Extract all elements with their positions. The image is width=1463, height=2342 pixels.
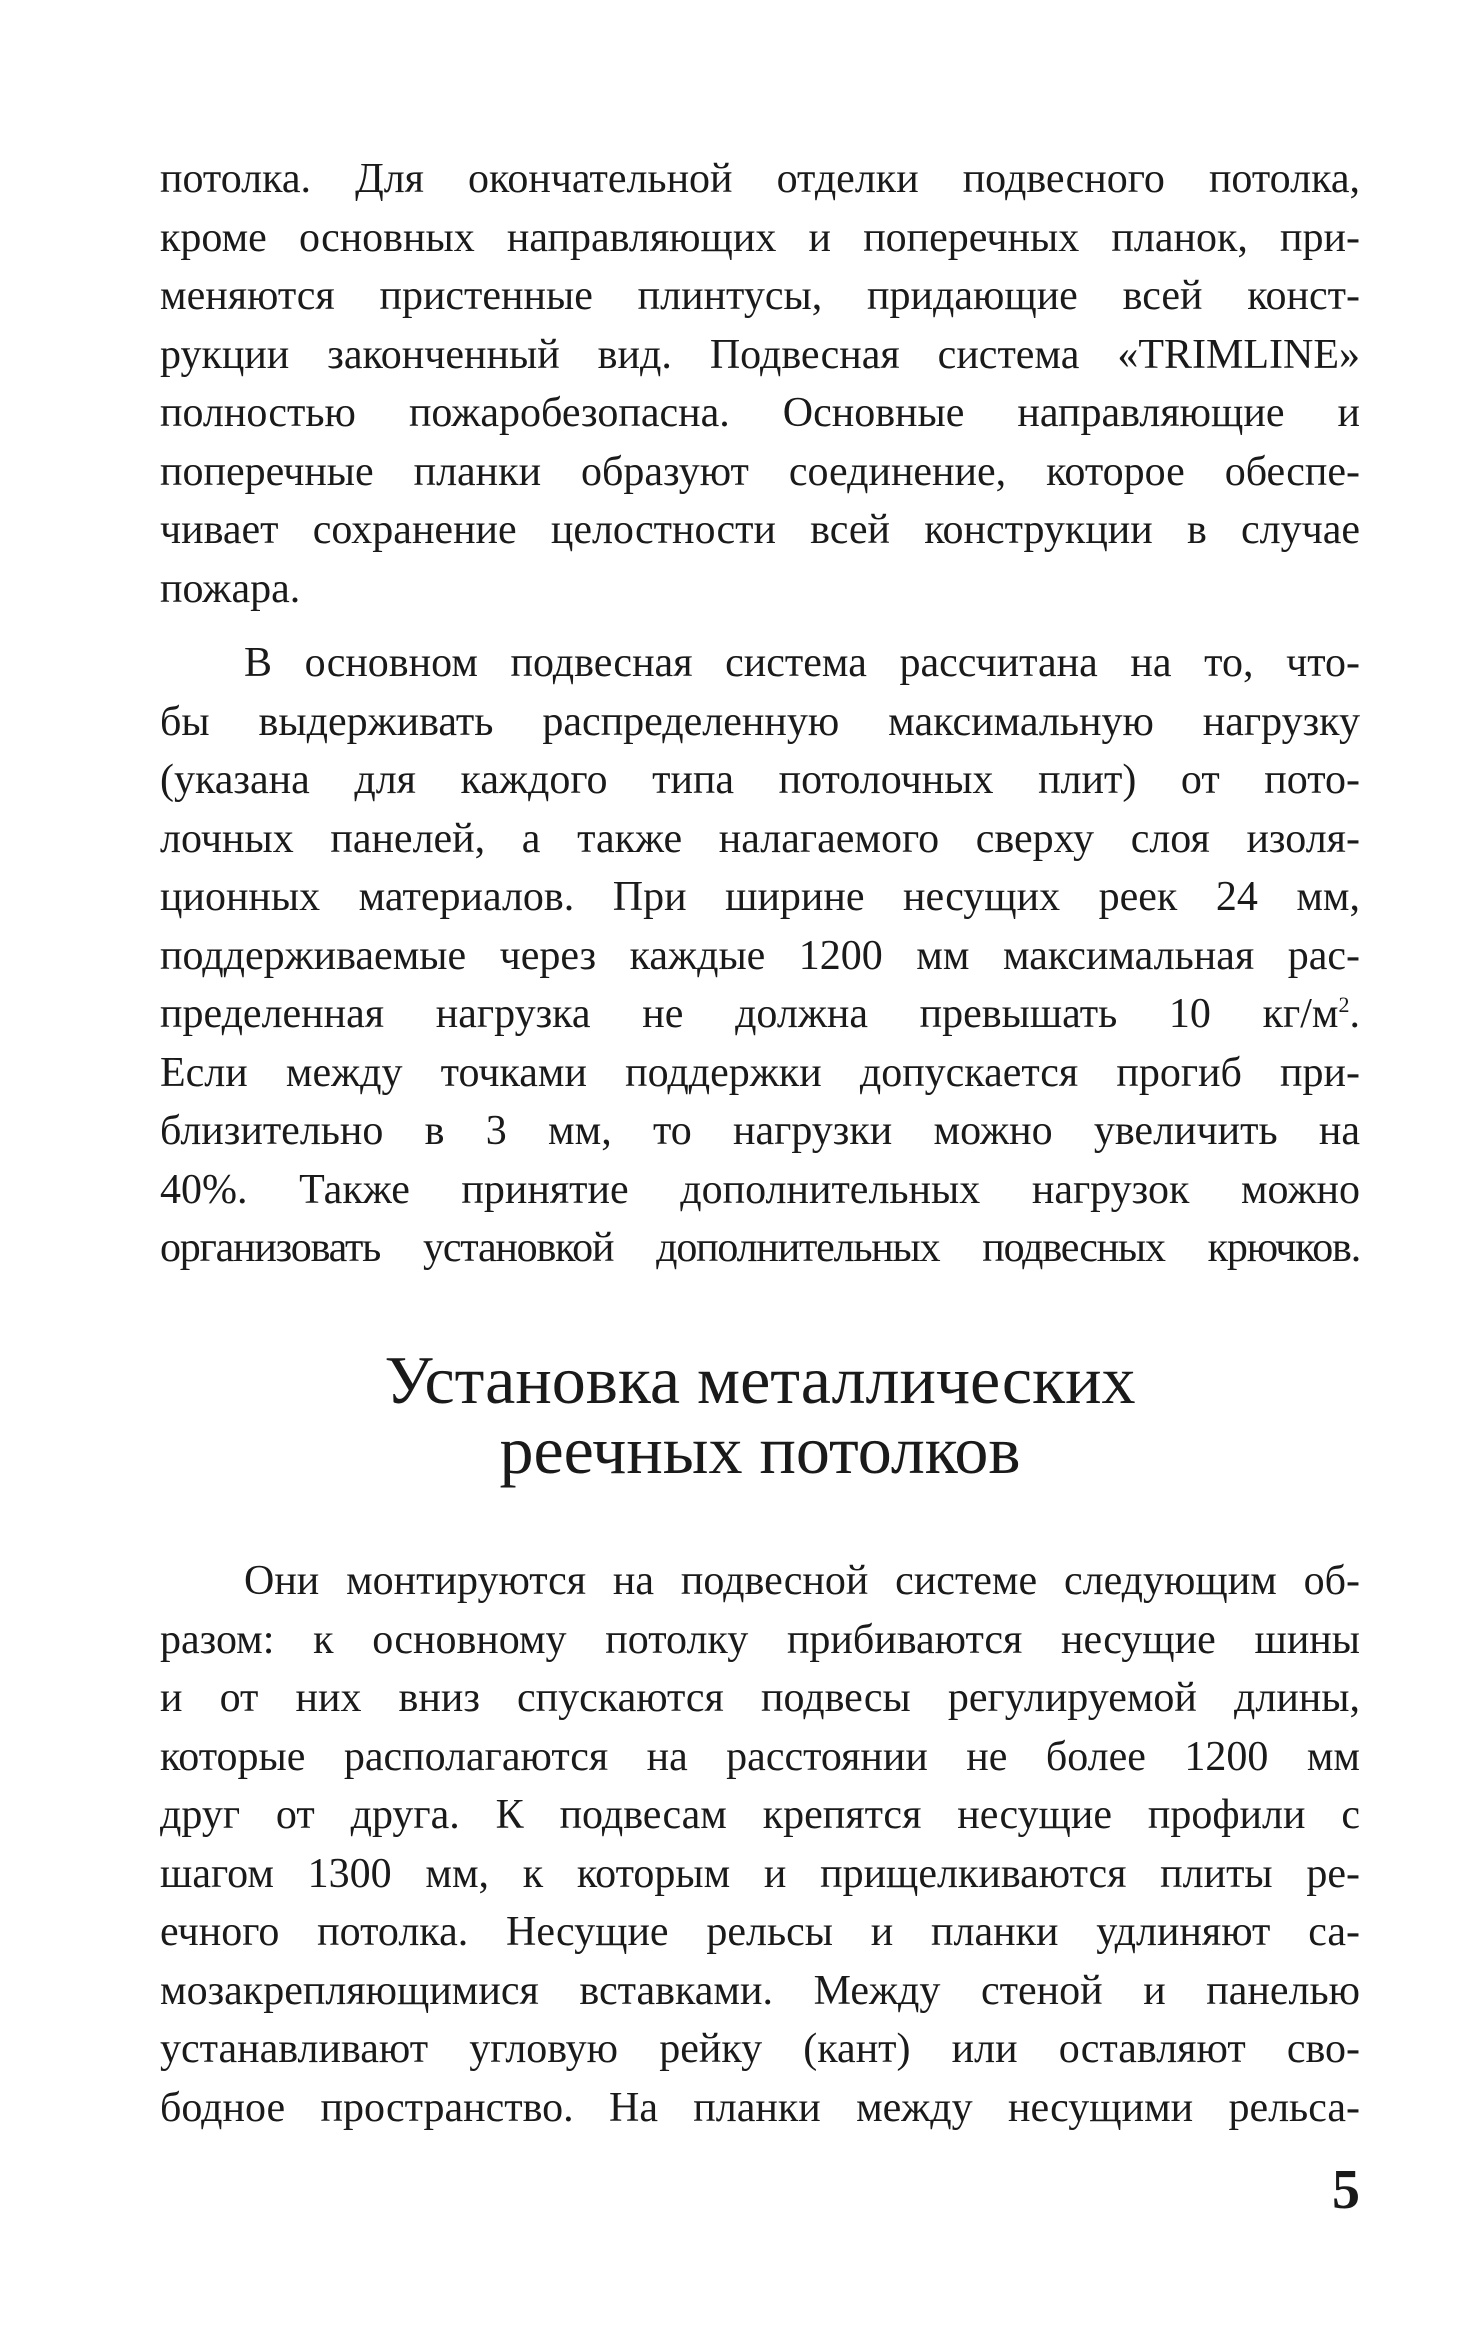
text-line: разом: к основному потолку прибиваются несущие шины — [160, 1616, 1360, 1663]
paragraph-installation — [160, 1552, 1360, 2137]
text-line: которые располагаются на расстоянии не более 1200 мм — [160, 1733, 1360, 1780]
heading-line: Установка металлических — [384, 1342, 1136, 1418]
heading-line: реечных потолков — [499, 1412, 1021, 1488]
text-line: 40%. Также принятие дополнительных нагрузок можно — [160, 1166, 1360, 1213]
text-line: чивает сохранение целостности всей конструкции в случае — [160, 507, 1360, 553]
text-line: Они монтируются на подвесной системе следующим об- — [244, 1558, 1360, 1604]
section-heading — [160, 1342, 1360, 1488]
text-segment: пределенная нагрузка не должна превышать 10 кг/м — [160, 991, 1339, 1037]
text-line: бодное пространство. На планки между несущими рельса- — [160, 2084, 1360, 2131]
text-line-with-superscript — [160, 985, 1360, 1044]
text-line: ечного потолка. Несущие рельсы и планки удлиняют са- — [160, 1909, 1360, 1955]
paragraph-load-capacity — [160, 634, 1360, 1278]
text-line: кроме основных направляющих и поперечных планок, при- — [160, 214, 1360, 261]
text-line: ционных материалов. При ширине несущих реек 24 мм, — [160, 874, 1360, 920]
text-line: потолка. Для окончательной отделки подвесного потолка, — [160, 156, 1360, 202]
text-line: поперечные планки образуют соединение, которое обеспе- — [160, 448, 1360, 495]
text-line: устанавливают угловую рейку (кант) или оставляют сво- — [160, 2026, 1360, 2072]
text-line: (указана для каждого типа потолочных плит) от пото- — [160, 757, 1360, 803]
text-line: и от них вниз спускаются подвесы регулируемой длины, — [160, 1675, 1360, 1721]
superscript-exponent: 2 — [1338, 992, 1350, 1017]
text-line: близительно в 3 мм, то нагрузки можно увеличить на — [160, 1108, 1360, 1154]
text-segment: . — [1349, 991, 1360, 1037]
text-line: поддерживаемые через каждые 1200 мм максимальная рас- — [160, 932, 1360, 979]
text-line: Если между точками поддержки допускается прогиб при- — [160, 1049, 1360, 1096]
text-line: лочных панелей, а также налагаемого сверху слоя изоля- — [160, 815, 1360, 862]
text-line: шагом 1300 мм, к которым и прищелкиваются плиты ре- — [160, 1850, 1360, 1897]
text-line: организовать установкой дополнительных подвесных крючков. — [160, 1225, 1360, 1271]
paragraph-continuation — [160, 150, 1360, 618]
text-line: меняются пристенные плинтусы, придающие всей конст- — [160, 273, 1360, 319]
text-line: пожара. — [160, 565, 301, 612]
text-line: полностью пожаробезопасна. Основные направляющие и — [160, 390, 1360, 436]
text-line: бы выдерживать распределенную максимальную нагрузку — [160, 698, 1360, 745]
page-number: 5 — [1332, 2159, 1360, 2221]
text-line: друг от друга. К подвесам крепятся несущие профили с — [160, 1792, 1360, 1838]
text-line: мозакрепляющимися вставками. Между стеной и панелью — [160, 1967, 1360, 2014]
text-line: рукции законченный вид. Подвесная система «TRIMLINE» — [160, 331, 1360, 378]
text-line: В основном подвесная система рассчитана на то, что- — [244, 640, 1360, 686]
